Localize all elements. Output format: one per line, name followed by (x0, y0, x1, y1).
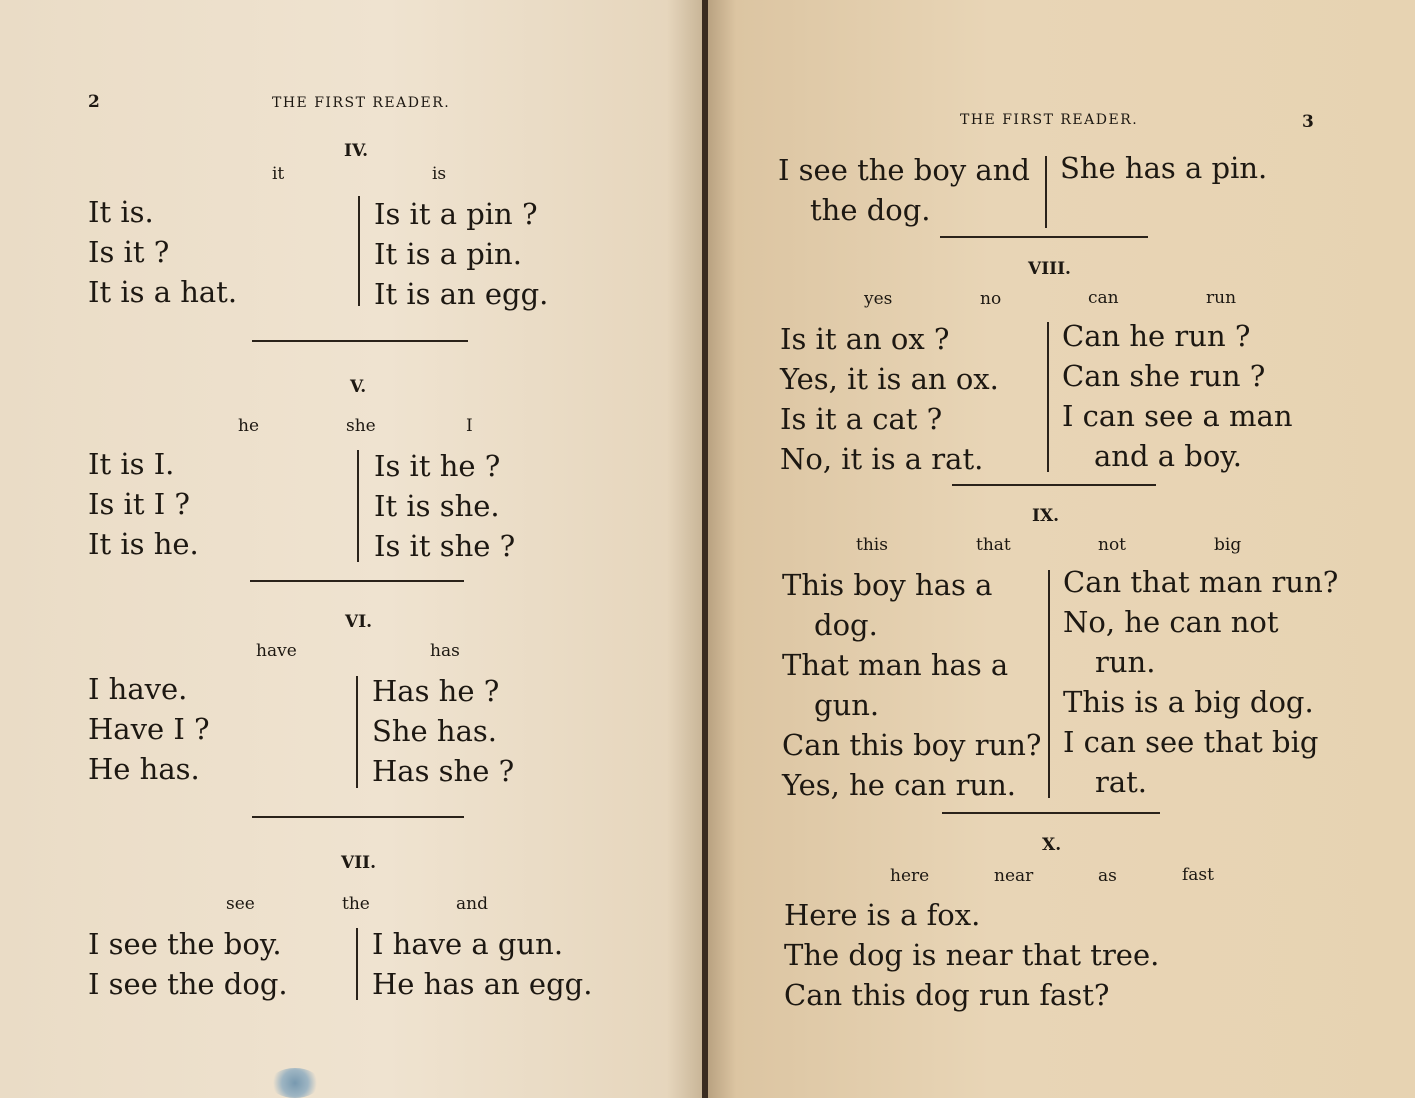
left-column (778, 150, 1030, 230)
text-line: That man has a (782, 648, 1009, 682)
text-line: It is she. (374, 489, 500, 523)
text-line: and a boy. (1094, 439, 1243, 473)
section-rule (940, 236, 1148, 238)
vocab-word: she (346, 416, 376, 436)
text-line: the dog. (810, 193, 931, 227)
text-line: Can this boy run? (782, 728, 1042, 762)
right-column (374, 446, 515, 566)
column-divider (356, 928, 358, 1000)
right-column (1062, 316, 1293, 476)
right-column (372, 671, 514, 791)
column-divider (356, 676, 358, 788)
text-line: Can that man run? (1063, 565, 1339, 599)
text-line: run. (1095, 645, 1156, 679)
text-line: He has. (88, 752, 200, 786)
text-line: Yes, he can run. (782, 768, 1017, 802)
section-numeral: VIII. (1028, 259, 1071, 279)
section-rule (252, 816, 464, 818)
text-line: Is it a cat ? (780, 402, 943, 436)
text-line: She has. (372, 714, 497, 748)
left-column (88, 924, 288, 1004)
text-line: She has a pin. (1060, 151, 1268, 185)
section-rule (252, 340, 468, 342)
left-column (88, 444, 199, 564)
left-page (0, 0, 702, 1098)
vocab-word: the (342, 894, 370, 914)
section-rule (250, 580, 464, 582)
text-line: Is it he ? (374, 449, 501, 483)
section-numeral: IX. (1032, 506, 1060, 526)
vocab-word: run (1206, 288, 1237, 308)
vocab-word: big (1214, 535, 1242, 555)
left-column (782, 565, 1041, 805)
text-line: I can see that big (1063, 725, 1319, 759)
text-line: Here is a fox. (784, 898, 981, 932)
vocab-word: I (466, 416, 473, 436)
right-column (1063, 562, 1338, 802)
column-divider (357, 450, 359, 562)
vocab-word: is (432, 164, 447, 184)
ink-stain (270, 1068, 320, 1098)
text-line: I have. (88, 672, 188, 706)
text-line: Yes, it is an ox. (780, 362, 999, 396)
text-line: dog. (814, 608, 878, 642)
section-numeral: VII. (341, 853, 377, 873)
right-column (374, 194, 548, 314)
text-line: Have I ? (88, 712, 210, 746)
vocab-word: yes (864, 289, 893, 309)
text-line: It is. (88, 195, 154, 229)
text-line: Is it she ? (374, 529, 516, 563)
text-block (784, 895, 1159, 1015)
vocab-word: as (1098, 866, 1117, 886)
column-divider (1045, 156, 1047, 228)
text-line: It is I. (88, 447, 175, 481)
text-line: Has he ? (372, 674, 500, 708)
text-line: It is a pin. (374, 237, 522, 271)
text-line: Has she ? (372, 754, 515, 788)
vocab-word: fast (1182, 865, 1214, 885)
text-line: I see the boy. (88, 927, 282, 961)
column-divider (1047, 322, 1049, 472)
text-line: I can see a man (1062, 399, 1293, 433)
text-line: I see the dog. (88, 967, 288, 1001)
text-line: Can this dog run fast? (784, 978, 1110, 1012)
vocab-word: this (856, 535, 888, 555)
vocab-word: and (456, 894, 488, 914)
column-divider (1048, 570, 1050, 798)
page-number: 2 (88, 92, 100, 112)
right-column (372, 924, 592, 1004)
vocab-word: it (272, 164, 285, 184)
running-head: THE FIRST READER. (960, 112, 1139, 128)
text-line: It is he. (88, 527, 199, 561)
vocab-word: here (890, 866, 930, 886)
vocab-word: no (980, 289, 1002, 309)
text-line: This is a big dog. (1063, 685, 1314, 719)
text-line: I see the boy and (778, 153, 1030, 187)
section-numeral: X. (1042, 835, 1062, 855)
text-line: He has an egg. (372, 967, 593, 1001)
section-rule (942, 812, 1160, 814)
text-line: Can she run ? (1062, 359, 1266, 393)
text-line: It is a hat. (88, 275, 238, 309)
right-page (708, 0, 1415, 1098)
section-rule (952, 484, 1156, 486)
text-line: gun. (814, 688, 880, 722)
left-column (780, 319, 999, 479)
text-line: This boy has a (782, 568, 993, 602)
text-line: No, it is a rat. (780, 442, 984, 476)
section-numeral: V. (350, 377, 367, 397)
vocab-word: near (994, 866, 1034, 886)
section-numeral: IV. (344, 141, 369, 161)
vocab-word: not (1098, 535, 1127, 555)
text-line: Is it a pin ? (374, 197, 538, 231)
vocab-word: he (238, 416, 260, 436)
page-number: 3 (1302, 112, 1314, 132)
vocab-word: can (1088, 288, 1119, 308)
text-line: The dog is near that tree. (784, 938, 1160, 972)
left-column (88, 192, 237, 312)
text-line: Is it ? (88, 235, 170, 269)
text-line: No, he can not (1063, 605, 1279, 639)
vocab-word: have (256, 641, 297, 661)
left-column (88, 669, 210, 789)
right-column (1060, 148, 1267, 188)
vocab-word: that (976, 535, 1011, 555)
text-line: I have a gun. (372, 927, 564, 961)
section-numeral: VI. (345, 612, 373, 632)
vocab-word: has (430, 641, 460, 661)
vocab-word: see (226, 894, 255, 914)
running-head: THE FIRST READER. (272, 95, 451, 111)
text-line: rat. (1095, 765, 1148, 799)
text-line: It is an egg. (374, 277, 549, 311)
column-divider (358, 196, 360, 306)
text-line: Is it I ? (88, 487, 190, 521)
text-line: Is it an ox ? (780, 322, 950, 356)
text-line: Can he run ? (1062, 319, 1251, 353)
